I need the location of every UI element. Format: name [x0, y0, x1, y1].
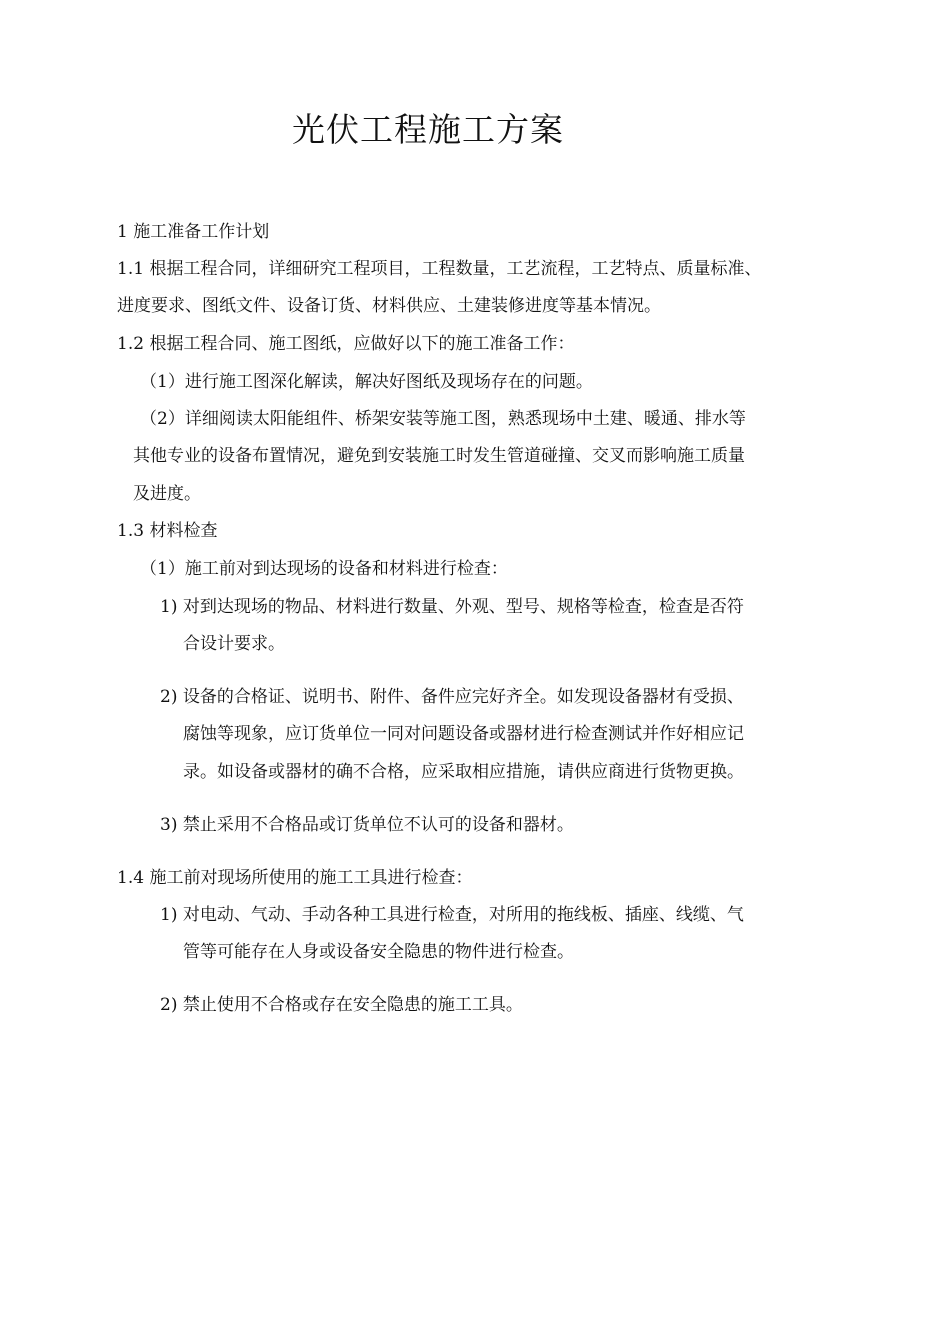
document-title: 光伏工程施工方案	[292, 110, 564, 149]
list-item-line: 2) 禁止使用不合格或存在安全隐患的施工工具。	[160, 995, 523, 1015]
list-item-line: 1) 对电动、气动、手动各种工具进行检查，对所用的拖线板、插座、线缆、气	[160, 905, 744, 925]
paragraph-line: 1.2 根据工程合同、施工图纸，应做好以下的施工准备工作：	[117, 334, 575, 354]
list-item-line: 腐蚀等现象，应订货单位一同对问题设备或器材进行检查测试并作好相应记	[183, 724, 744, 744]
list-item-line: 2) 设备的合格证、说明书、附件、备件应完好齐全。如发现设备器材有受损、	[160, 687, 744, 707]
paragraph-line: 进度要求、图纸文件、设备订货、材料供应、土建装修进度等基本情况。	[117, 296, 661, 316]
list-item-line: （1）施工前对到达现场的设备和材料进行检查：	[140, 559, 508, 579]
list-item-line: 1) 对到达现场的物品、材料进行数量、外观、型号、规格等检查，检查是否符	[160, 597, 744, 617]
section-heading: 1.3 材料检查	[117, 521, 218, 541]
list-item-line: 管等可能存在人身或设备安全隐患的物件进行检查。	[183, 942, 574, 962]
list-item-line: （1）进行施工图深化解读，解决好图纸及现场存在的问题。	[140, 372, 593, 392]
list-item-line: 录。如设备或器材的确不合格，应采取相应措施，请供应商进行货物更换。	[183, 762, 744, 782]
list-item-line: 合设计要求。	[183, 634, 285, 654]
list-item-line: 3) 禁止采用不合格品或订货单位不认可的设备和器材。	[160, 815, 574, 835]
list-item-line: （2）详细阅读太阳能组件、桥架安装等施工图，熟悉现场中土建、暖通、排水等	[140, 409, 746, 429]
section-heading: 1.4 施工前对现场所使用的施工工具进行检查：	[117, 868, 473, 888]
section-heading: 1 施工准备工作计划	[117, 222, 270, 242]
list-item-line: 及进度。	[133, 484, 201, 504]
list-item-line: 其他专业的设备布置情况，避免到安装施工时发生管道碰撞、交叉而影响施工质量	[133, 446, 745, 466]
paragraph-line: 1.1 根据工程合同，详细研究工程项目，工程数量，工艺流程，工艺特点、质量标准、	[117, 259, 762, 279]
